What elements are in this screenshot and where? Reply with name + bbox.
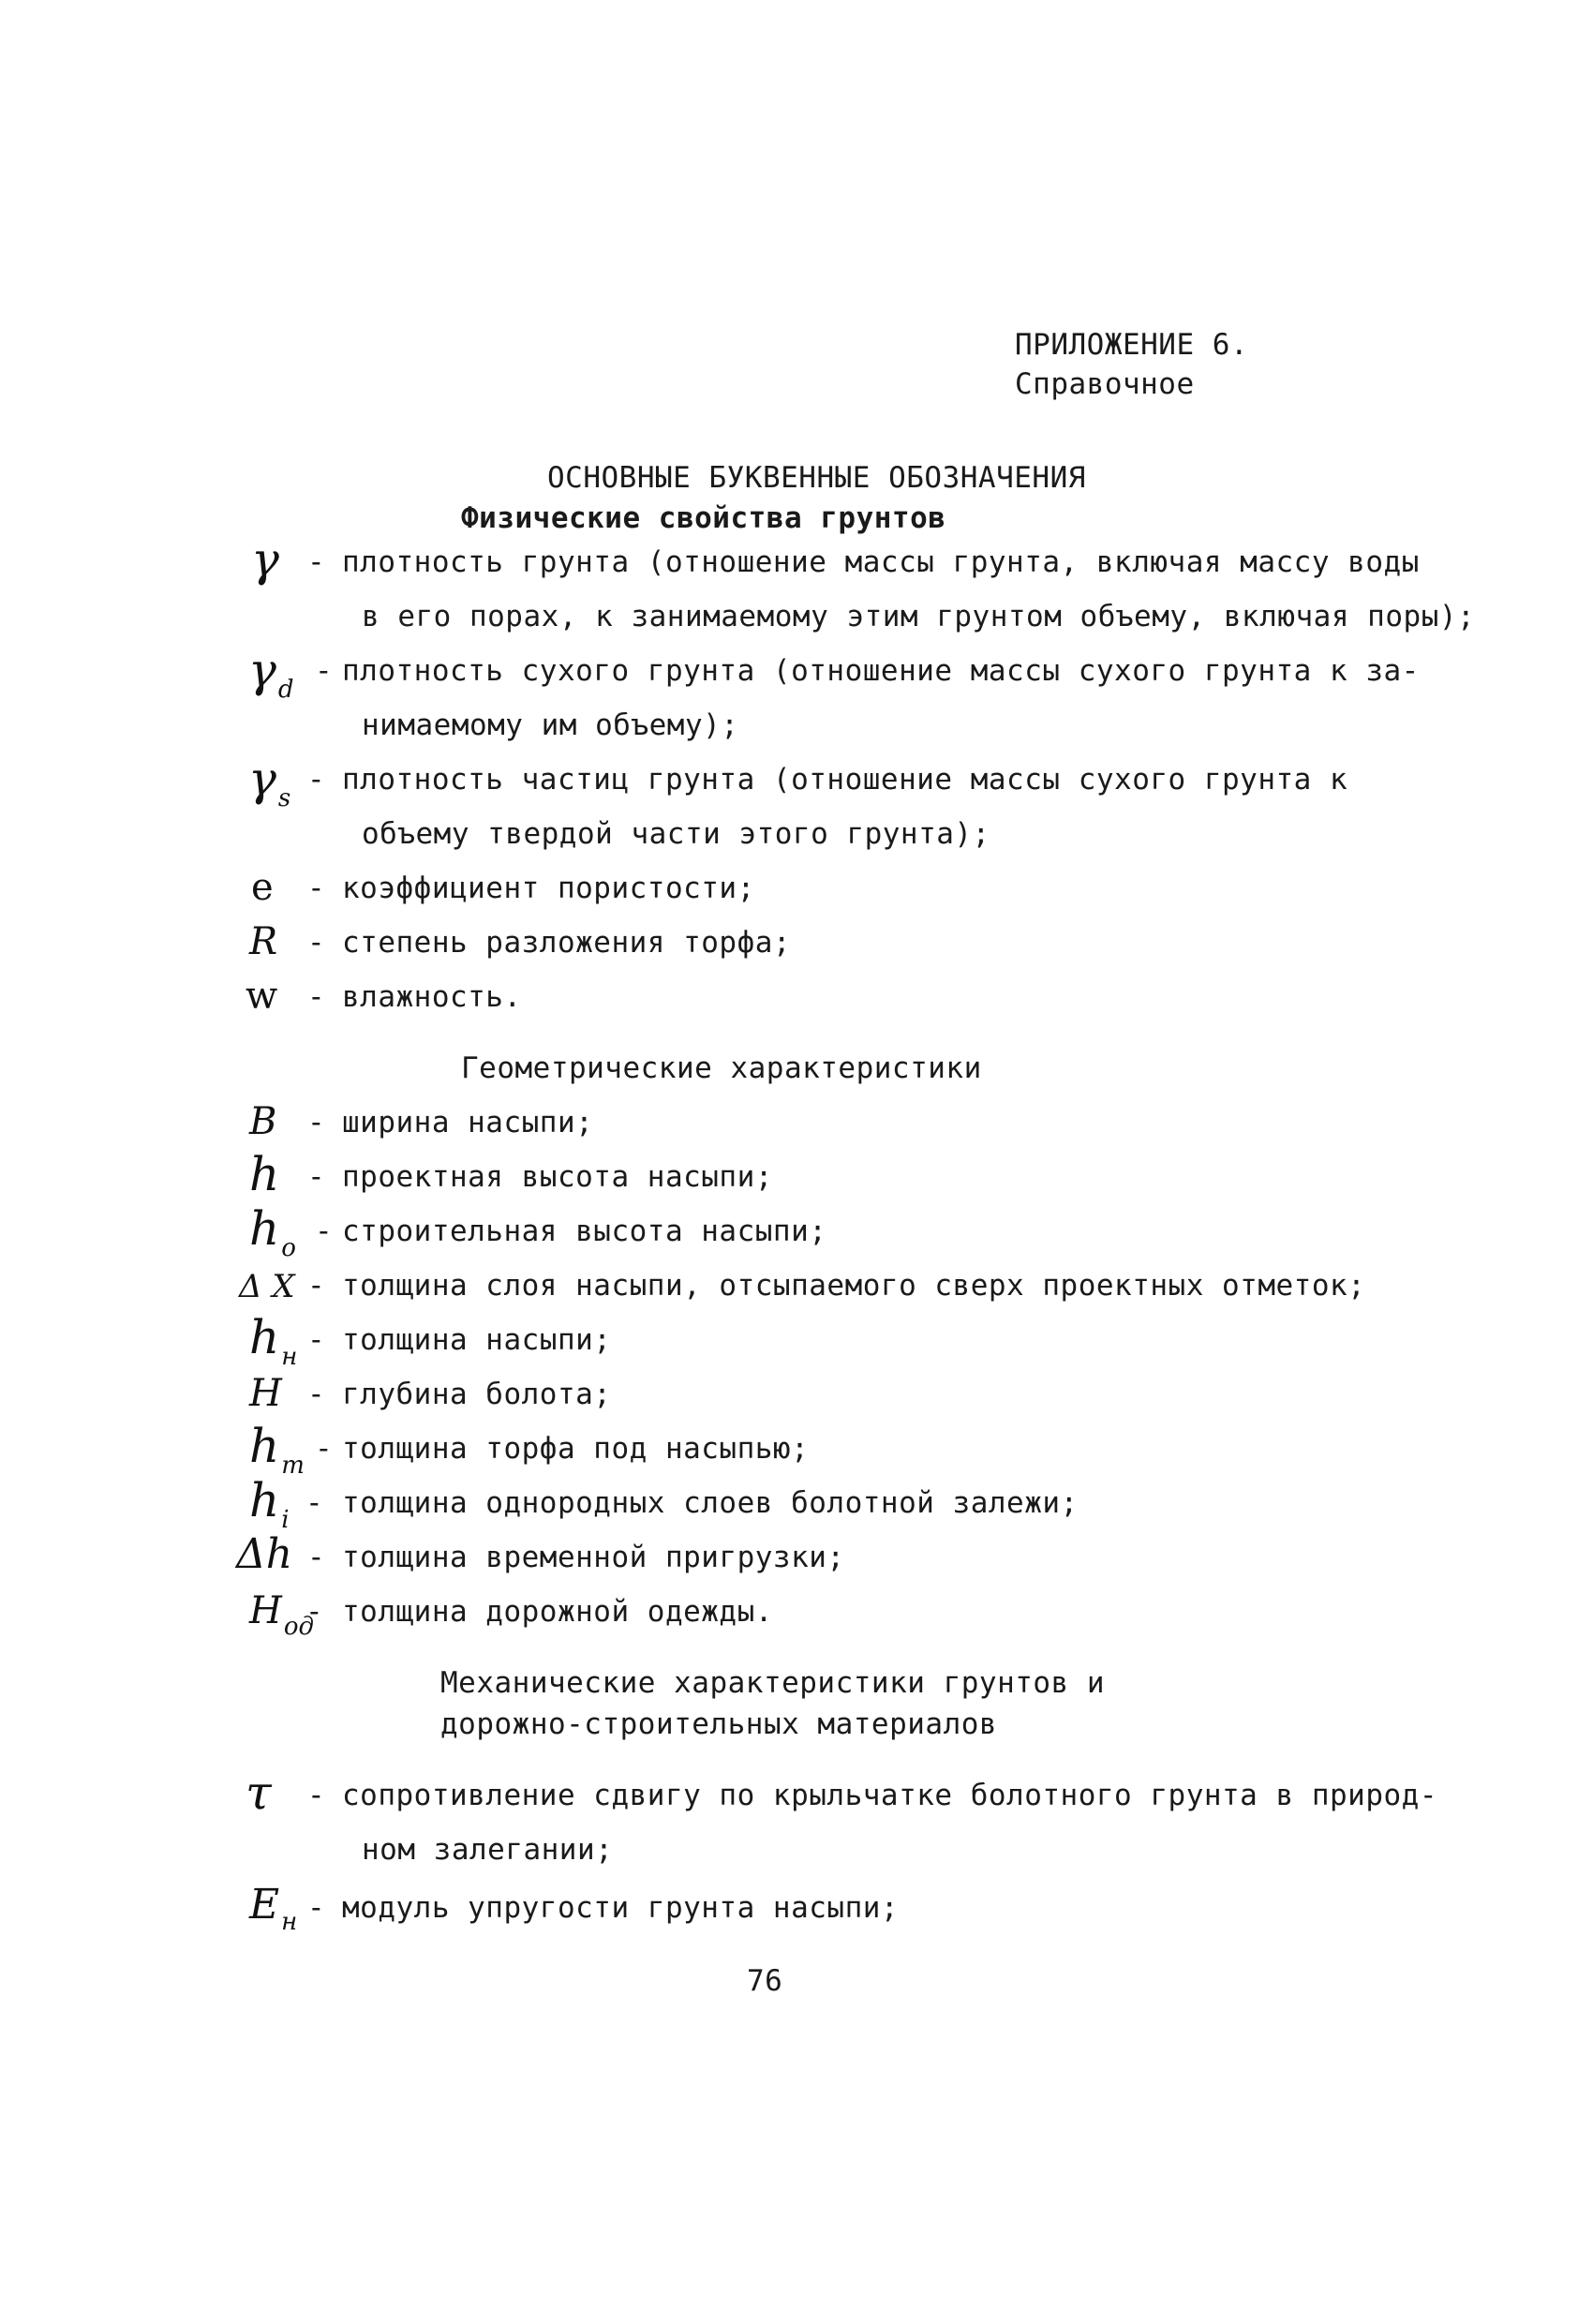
section-heading-mechanical: Механические характеристики грунтов и — [440, 1666, 1106, 1700]
symbol-e: e — [251, 866, 274, 909]
document-title: ОСНОВНЫЕ БУКВЕННЫЕ ОБОЗНАЧЕНИЯ — [547, 461, 1086, 495]
symbol-delta-h: Δh — [236, 1530, 293, 1578]
symbol-h-t: $h_т$ — [249, 1419, 305, 1480]
symbol-h: h — [249, 1147, 280, 1201]
definition-gamma-d: плотность сухого грунта (отношение массы сухого грунта к за- — [342, 654, 1420, 688]
dash: - — [307, 1160, 325, 1194]
definition-e: коэффициент пористости; — [342, 872, 755, 905]
definition-h-od: толщина дорожной одежды. — [342, 1595, 773, 1629]
definition-b: ширина насыпи; — [342, 1106, 594, 1140]
dash: - — [307, 1106, 325, 1140]
definition-gamma-d-cont: нимаемому им объему); — [362, 708, 739, 742]
definition-e-n: модуль упругости грунта насыпи; — [342, 1891, 900, 1925]
dash: - — [307, 1269, 325, 1303]
dash: - — [315, 654, 333, 688]
definition-h0: строительная высота насыпи; — [342, 1214, 827, 1248]
symbol-h-capital: H — [249, 1372, 282, 1415]
section-heading-physical: Физические свойства грунтов — [461, 501, 946, 535]
symbol-delta-x: Δ X — [239, 1268, 295, 1305]
dash: - — [307, 926, 325, 960]
definition-gamma-s-cont: объему твердой части этого грунта); — [362, 817, 990, 851]
dash: - — [305, 1595, 323, 1629]
symbol-e-n: $E_н$ — [249, 1881, 298, 1936]
page-number: 76 — [747, 1964, 783, 1998]
definition-h: проектная высота насыпи; — [342, 1160, 773, 1194]
symbol-w: w — [246, 975, 278, 1018]
definition-delta-x: толщина слоя насыпи, отсыпаемого сверх проектных отметок; — [342, 1269, 1366, 1303]
symbol-h0: $h_o$ — [249, 1201, 296, 1262]
definition-tau: сопротивление сдвигу по крыльчатке болотного грунта в природ- — [342, 1779, 1437, 1812]
definition-gamma-s: плотность частиц грунта (отношение массы сухого грунта к — [342, 763, 1348, 797]
dash: - — [307, 1779, 325, 1812]
section-heading-geometric: Геометрические характеристики — [461, 1051, 982, 1085]
symbol-gamma-s: $\gamma_s$ — [248, 752, 291, 812]
definition-h-i: толщина однородных слоев болотной залежи; — [342, 1486, 1079, 1520]
dash: - — [307, 1323, 325, 1357]
dash: - — [315, 1214, 333, 1248]
symbol-b: B — [249, 1100, 277, 1143]
dash: - — [307, 1378, 325, 1411]
appendix-label: ПРИЛОЖЕНИЕ 6. — [1015, 328, 1249, 362]
dash: - — [315, 1432, 333, 1466]
appendix-type: Справочное — [1015, 367, 1195, 401]
dash: - — [307, 763, 325, 797]
dash: - — [307, 545, 325, 579]
dash: - — [307, 872, 325, 905]
definition-w: влажность. — [342, 980, 522, 1014]
definition-h-capital: глубина болота; — [342, 1378, 612, 1411]
definition-delta-h: толщина временной пригрузки; — [342, 1541, 845, 1574]
definition-gamma: плотность грунта (отношение массы грунта, включая массу воды — [342, 545, 1420, 579]
dash: - — [307, 1891, 325, 1925]
symbol-h-i: $h_i$ — [249, 1473, 290, 1534]
definition-h-n: толщина насыпи; — [342, 1323, 612, 1357]
definition-tau-cont: ном залегании; — [362, 1833, 614, 1867]
symbol-tau: τ — [246, 1765, 272, 1820]
definition-gamma-cont: в его порах, к занимаемому этим грунтом объему, включая поры); — [362, 600, 1476, 633]
definition-h-t: толщина торфа под насыпью; — [342, 1432, 810, 1466]
dash: - — [305, 1486, 323, 1520]
section-heading-mechanical-cont: дорожно-строительных материалов — [440, 1707, 998, 1741]
symbol-gamma-d: $\gamma_d$ — [248, 643, 294, 704]
dash: - — [307, 980, 325, 1014]
symbol-h-od: $H_{од}$ — [249, 1589, 315, 1641]
definition-r: степень разложения торфа; — [342, 926, 792, 960]
dash: - — [307, 1541, 325, 1574]
symbol-r: R — [249, 920, 278, 963]
symbol-gamma: γ — [251, 532, 279, 587]
symbol-h-n: $h_н$ — [249, 1310, 298, 1371]
